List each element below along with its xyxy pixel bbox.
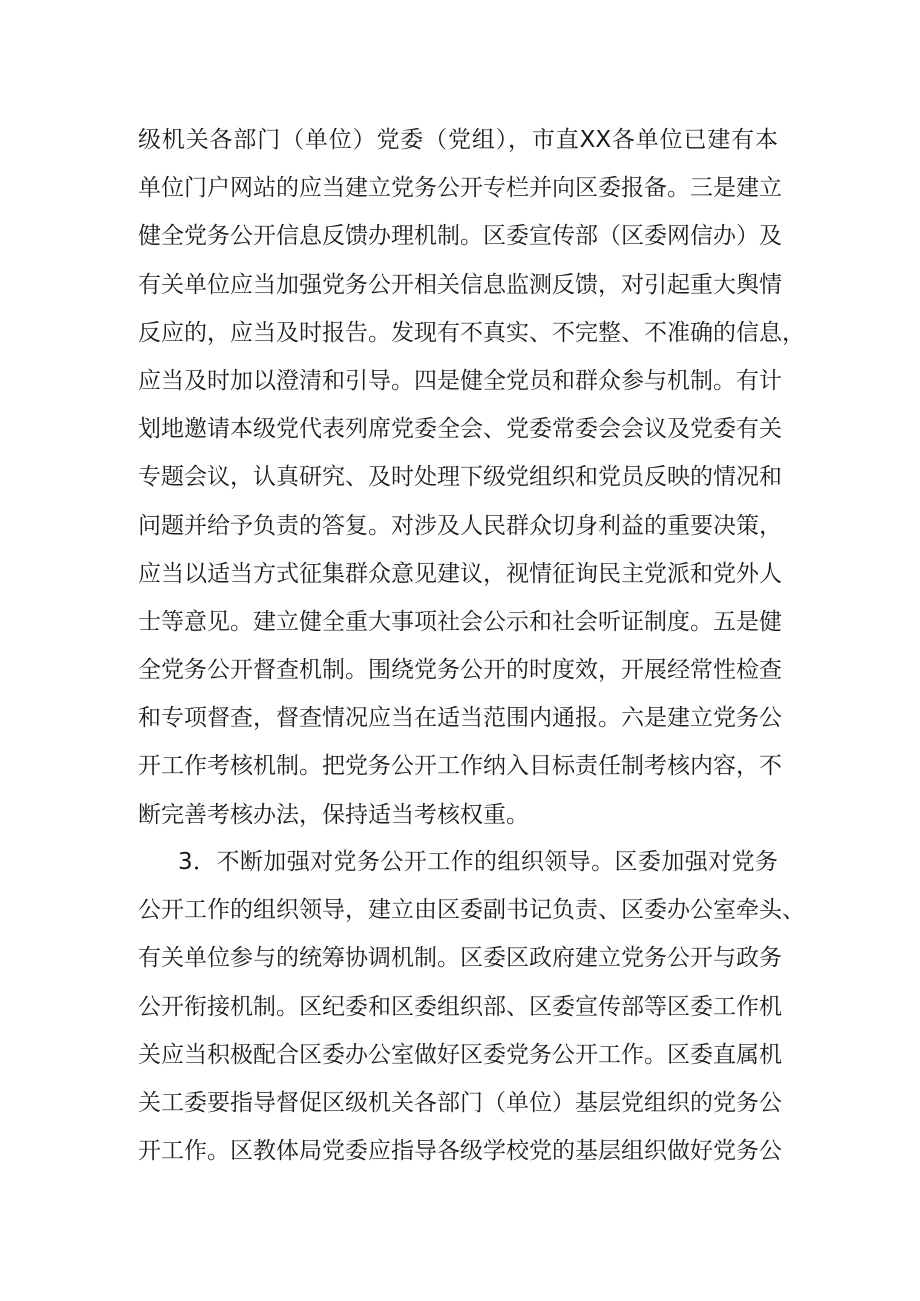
text-line: 断完善考核办法，保持适当考核权重。 <box>138 801 529 828</box>
text-line: 和专项督查，督查情况应当在适当范围内通报。六是建立党务公 <box>138 705 782 732</box>
text-line: 关工委要指导督促区级机关各部门（单位）基层党组织的党务公 <box>138 1089 782 1116</box>
paragraph-party-affairs-mechanisms <box>138 116 805 839</box>
paragraph-organizational-leadership <box>138 838 805 1175</box>
text-line: 应当以适当方式征集群众意见建议，视情征询民主党派和党外人 <box>138 560 782 587</box>
text-line: 全党务公开督查机制。围绕党务公开的时度效，开展经常性检查 <box>138 657 782 684</box>
text-line: 有关单位参与的统筹协调机制。区委区政府建立党务公开与政务 <box>138 945 782 972</box>
text-line: 公开工作的组织领导，建立由区委副书记负责、区委办公室牵头、 <box>138 897 805 924</box>
text-line: 反应的，应当及时报告。发现有不真实、不完整、不准确的信息， <box>138 319 805 346</box>
text-line: 级机关各部门（单位）党委（党组），市直XX各单位已建有本 <box>138 127 778 153</box>
text-line: 公开衔接机制。区纪委和区委组织部、区委宣传部等区委工作机 <box>138 993 782 1020</box>
text-line-section-heading: 3．不断加强对党务公开工作的组织领导。区委加强对党务 <box>178 849 778 875</box>
text-line: 健全党务公开信息反馈办理机制。区委宣传部（区委网信办）及 <box>138 223 782 250</box>
text-line: 关应当积极配合区委办公室做好区委党务公开工作。区委直属机 <box>138 1041 782 1068</box>
text-line: 开工作考核机制。把党务公开工作纳入目标责任制考核内容，不 <box>138 753 782 780</box>
text-line: 问题并给予负责的答复。对涉及人民群众切身利益的重要决策， <box>138 512 782 539</box>
text-line: 开工作。区教体局党委应指导各级学校党的基层组织做好党务公 <box>138 1138 782 1165</box>
text-line: 专题会议，认真研究、及时处理下级党组织和党员反映的情况和 <box>138 464 782 491</box>
text-line: 士等意见。建立健全重大事项社会公示和社会听证制度。五是健 <box>138 608 782 635</box>
text-line: 单位门户网站的应当建立党务公开专栏并向区委报备。三是建立 <box>138 175 782 202</box>
text-line: 应当及时加以澄清和引导。四是健全党员和群众参与机制。有计 <box>138 367 782 394</box>
text-line: 划地邀请本级党代表列席党委全会、党委常委会会议及党委有关 <box>138 416 782 443</box>
text-line: 有关单位应当加强党务公开相关信息监测反馈，对引起重大舆情 <box>138 271 782 298</box>
